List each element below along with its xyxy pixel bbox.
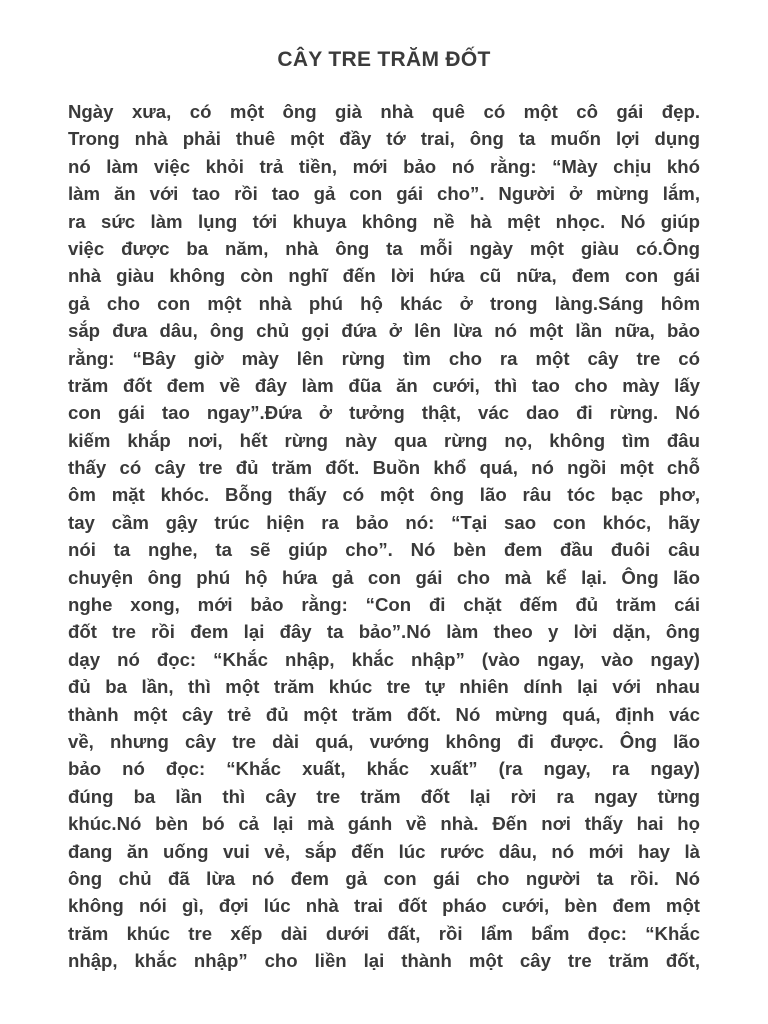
story-line: trăm đốt đem về đây làm đũa ăn cưới, thì tao cho mày lấy xyxy=(68,374,700,396)
story-line: bảo nó đọc: “Khắc xuất, khắc xuất” (ra ngay, ra ngay) xyxy=(68,758,700,780)
story-line: làm ăn với tao rồi tao gả con gái cho”. Người ở mừng lắm, xyxy=(68,183,700,205)
story-line: Trong nhà phải thuê một đầy tớ trai, ông ta muốn lợi dụng xyxy=(68,128,700,150)
story-line: sắp đưa dâu, ông chủ gọi đứa ở lên lừa nó một lần nữa, bảo xyxy=(68,320,700,342)
story-line: đang ăn uống vui vẻ, sắp đến lúc rước dâu, nó mới hay là xyxy=(68,840,700,862)
story-body xyxy=(68,98,700,975)
story-line: không nói gì, đợi lúc nhà trai đốt pháo cưới, bèn đem một xyxy=(68,895,700,917)
story-line: thấy có cây tre đủ trăm đốt. Buồn khổ quá, nó ngồi một chỗ xyxy=(68,457,700,479)
story-line: chuyện ông phú hộ hứa gả con gái cho mà kể lại. Ông lão xyxy=(68,566,700,588)
story-line: con gái tao ngay”.Đứa ở tưởng thật, vác dao đi rừng. Nó xyxy=(68,402,700,424)
story-line: đốt tre rồi đem lại đây ta bảo”.Nó làm theo y lời dặn, ông xyxy=(68,621,700,643)
story-line: nó làm việc khỏi trả tiền, mới bảo nó rằng: “Mày chịu khó xyxy=(68,155,700,177)
story-line: đủ ba lần, thì một trăm khúc tre tự nhiên dính lại với nhau xyxy=(68,676,700,698)
story-line: nhập, khắc nhập” cho liền lại thành một cây tre trăm đốt, xyxy=(68,950,700,972)
story-line: kiếm khắp nơi, hết rừng này qua rừng nọ, không tìm đâu xyxy=(68,429,700,451)
story-line: thành một cây trẻ đủ một trăm đốt. Nó mừng quá, định vác xyxy=(68,703,700,725)
story-line: nhà giàu không còn nghĩ đến lời hứa cũ nữa, đem con gái xyxy=(68,265,700,287)
story-line: việc được ba năm, nhà ông ta mỗi ngày một giàu có.Ông xyxy=(68,237,700,259)
story-line: nghe xong, mới bảo rằng: “Con đi chặt đếm đủ trăm cái xyxy=(68,594,700,616)
story-line: về, nhưng cây tre dài quá, vướng không đi được. Ông lão xyxy=(68,730,700,752)
story-line: trăm khúc tre xếp dài dưới đất, rồi lẩm bẩm đọc: “Khắc xyxy=(68,922,700,944)
story-line: nói ta nghe, ta sẽ giúp cho”. Nó bèn đem đầu đuôi câu xyxy=(68,539,700,561)
story-line: ôm mặt khóc. Bỗng thấy có một ông lão râu tóc bạc phơ, xyxy=(68,484,700,506)
story-line: Ngày xưa, có một ông già nhà quê có một cô gái đẹp. xyxy=(68,101,700,122)
document-title: CÂY TRE TRĂM ĐỐT xyxy=(277,48,491,71)
story-line: ông chủ đã lừa nó đem gả con gái cho người ta rồi. Nó xyxy=(68,867,700,889)
story-line: ra sức làm lụng tới khuya không nề hà mệt nhọc. Nó giúp xyxy=(68,210,700,232)
story-line: đúng ba lần thì cây tre trăm đốt lại rời ra ngay từng xyxy=(68,785,700,807)
story-line: rằng: “Bây giờ mày lên rừng tìm cho ra một cây tre có xyxy=(68,347,700,369)
story-line: khúc.Nó bèn bó cả lại mà gánh về nhà. Đến nơi thấy hai họ xyxy=(68,813,700,835)
story-line: dạy nó đọc: “Khắc nhập, khắc nhập” (vào ngay, vào ngay) xyxy=(68,648,700,670)
story-line: gả cho con một nhà phú hộ khác ở trong làng.Sáng hôm xyxy=(68,292,700,314)
story-line: tay cầm gậy trúc hiện ra bảo nó: “Tại sao con khóc, hãy xyxy=(68,511,700,533)
